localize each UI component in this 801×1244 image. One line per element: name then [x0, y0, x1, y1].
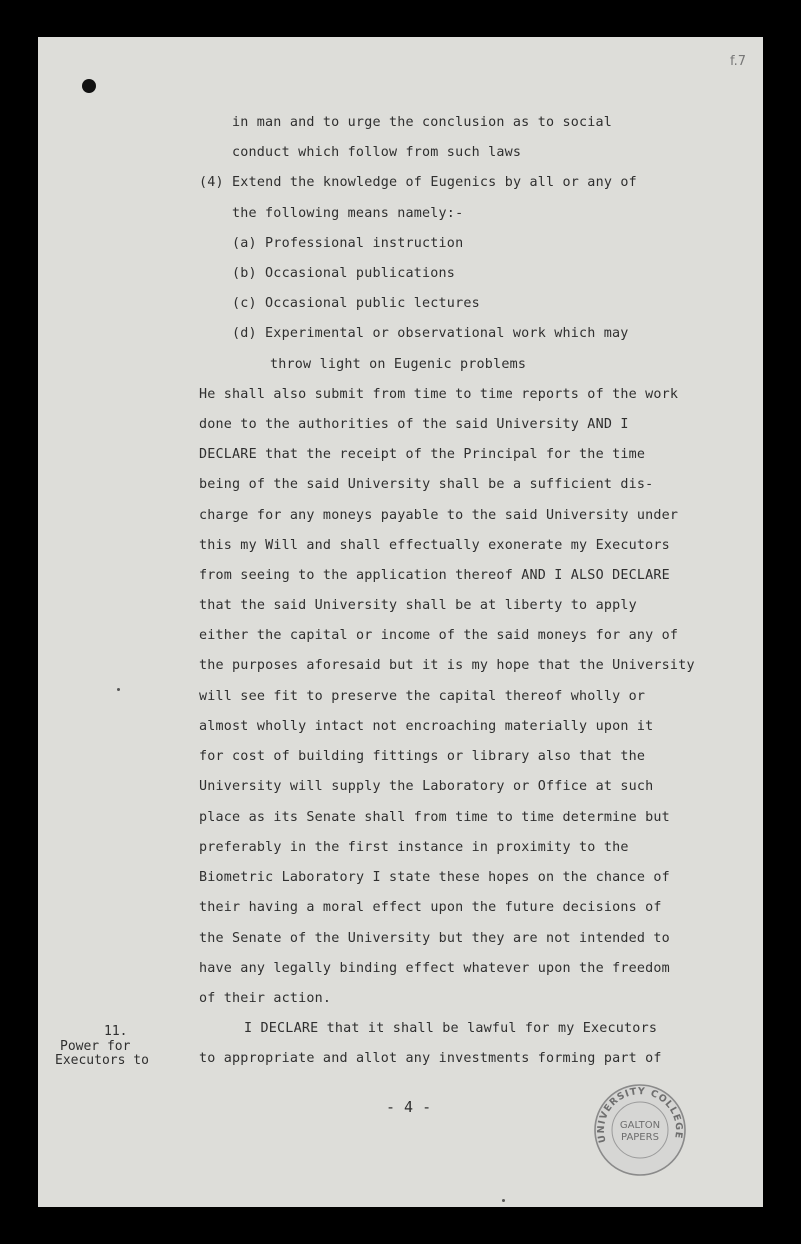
body-line: in man and to urge the conclusion as to social	[232, 115, 613, 130]
body-line: place as its Senate shall from time to time determine but	[199, 810, 670, 825]
list-item-c: (c) Occasional public lectures	[232, 296, 480, 311]
body-line: this my Will and shall effectually exonerate my Executors	[199, 538, 670, 553]
body-line: He shall also submit from time to time reports of the work	[199, 387, 679, 402]
stamp-center-line: GALTON	[619, 1120, 661, 1131]
body-line: throw light on Eugenic problems	[270, 357, 527, 372]
list-item-d: (d) Experimental or observational work which may	[232, 326, 629, 341]
page-number: - 4 -	[386, 1098, 432, 1116]
body-line: preferably in the first instance in proximity to the	[199, 840, 629, 855]
body-line: of their action.	[199, 991, 332, 1006]
body-line: from seeing to the application thereof AND I ALSO DECLARE	[199, 568, 670, 583]
body-line: the following means namely:-	[232, 206, 464, 221]
margin-note-line: Executors to	[55, 1053, 149, 1068]
margin-clause-number: 11.	[104, 1024, 128, 1039]
margin-note-line: Power for	[60, 1039, 131, 1054]
body-line: DECLARE that the receipt of the Principal for the time	[199, 447, 646, 462]
body-line: to appropriate and allot any investments forming part of	[199, 1051, 662, 1066]
list-item-b: (b) Occasional publications	[232, 266, 456, 281]
galton-papers-stamp	[592, 1082, 688, 1178]
body-line: either the capital or income of the said moneys for any of	[199, 628, 679, 643]
body-line: Biometric Laboratory I state these hopes on the chance of	[199, 870, 670, 885]
clause-11-first-line: I DECLARE that it shall be lawful for my Executors	[244, 1021, 658, 1036]
body-line: (4) Extend the knowledge of Eugenics by all or any of	[199, 175, 637, 190]
body-line: almost wholly intact not encroaching materially upon it	[199, 719, 654, 734]
ink-speck	[117, 688, 120, 691]
body-line: University will supply the Laboratory or Office at such	[199, 779, 654, 794]
body-line: for cost of building fittings or library also that the	[199, 749, 646, 764]
list-item-a: (a) Professional instruction	[232, 236, 464, 251]
body-line: done to the authorities of the said University AND I	[199, 417, 629, 432]
body-line: the purposes aforesaid but it is my hope that the University	[199, 658, 695, 673]
body-line: will see fit to preserve the capital thereof wholly or	[199, 689, 646, 704]
stamp-ring-text: UNIVERSITY COLLEGE	[595, 1086, 685, 1144]
ink-speck	[502, 1199, 505, 1202]
body-line: have any legally binding effect whatever upon the freedom	[199, 961, 670, 976]
stamp-center-line: PAPERS	[621, 1132, 659, 1143]
body-line: that the said University shall be at liberty to apply	[199, 598, 637, 613]
stamp-seal-icon	[592, 1082, 688, 1178]
body-line: their having a moral effect upon the future decisions of	[199, 900, 662, 915]
punch-hole	[82, 79, 96, 93]
body-line: conduct which follow from such laws	[232, 145, 522, 160]
body-line: charge for any moneys payable to the said University under	[199, 508, 679, 523]
body-line: the Senate of the University but they are not intended to	[199, 931, 670, 946]
folio-number: f.7	[730, 54, 747, 69]
body-line: being of the said University shall be a sufficient dis-	[199, 477, 654, 492]
